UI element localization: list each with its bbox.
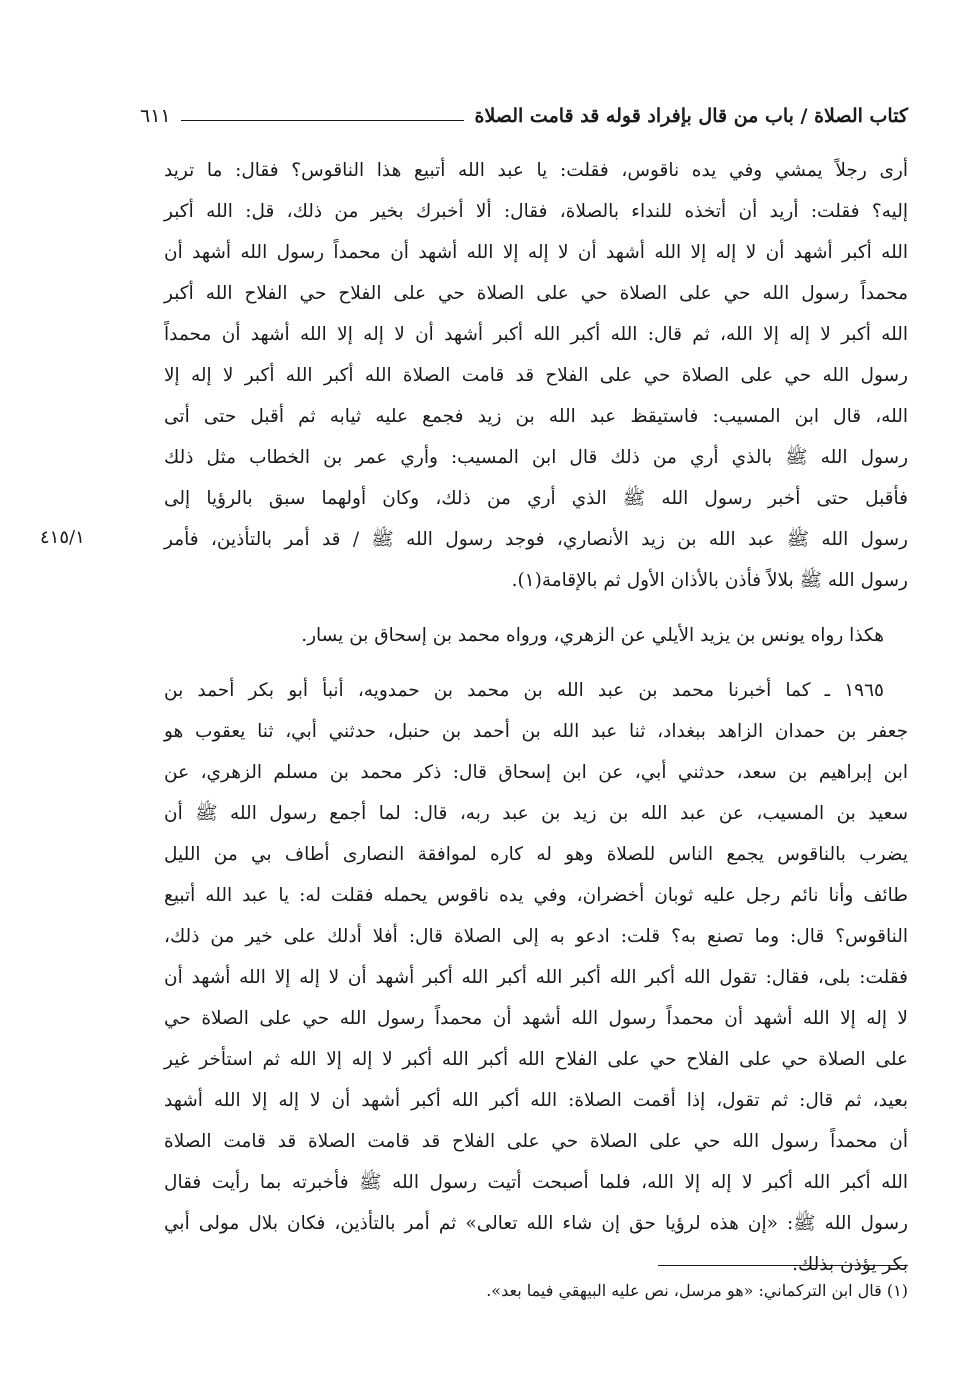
footnote: (١) قال ابن التركماني: «هو مرسل، نص عليه البيهقي فيما بعد». (486, 1281, 908, 1300)
footnote-rule (658, 1265, 908, 1266)
text-line: الله، قال ابن المسيب: فاستيقظ عبد الله بن زيد فجمع عليه ثيابه ثم أقبل حتى أتى (164, 406, 908, 427)
text-line: بعيد، ثم قال: ثم تقول، إذا أقمت الصلاة: الله أكبر الله أكبر أشهد أن لا إله إلا الله أشهد (164, 1090, 908, 1111)
page-number: ٦١١ (140, 105, 171, 127)
text-line: ١٩٦٥ ـ كما أخبرنا محمد بن عبد الله بن محمد بن حمدويه، أنبأ أبو بكر أحمد بن (164, 680, 884, 701)
text-line: سعيد بن المسيب، عن عبد الله بن زيد بن عبد ربه، قال: لما أجمع رسول الله ﷺ أن (164, 803, 908, 824)
text-line: رسول الله حي على الصلاة حي على الفلاح قد قامت الصلاة الله أكبر الله أكبر لا إله إلا (164, 365, 908, 386)
chapter-title: كتاب الصلاة / باب من قال بإفراد قوله قد قامت الصلاة (474, 105, 908, 127)
text-line: هكذا رواه يونس بن يزيد الأيلي عن الزهري، ورواه محمد بن إسحاق بن يسار. (301, 625, 884, 646)
text-line: أن محمداً رسول الله حي على الصلاة حي على الفلاح قد قامت الصلاة قد قامت الصلاة (164, 1131, 908, 1152)
text-line: فقلت: بلى، فقال: تقول الله أكبر الله أكبر الله أكبر الله أكبر أشهد أن لا إله إلا الله أشهد أن (164, 967, 908, 988)
text-line: يضرب بالناقوس يجمع الناس للصلاة وهو له كاره لموافقة النصارى أطاف بي من الليل (164, 844, 908, 865)
text-line: على الصلاة حي على الفلاح حي على الفلاح الله أكبر الله أكبر لا إله إلا الله ثم استأخر غير (164, 1049, 908, 1070)
text-line: إليه؟ فقلت: أريد أن أتخذه للنداء بالصلاة، فقال: ألا أخبرك بخير من ذلك، قل: الله أكبر (164, 201, 908, 222)
paragraph-gap (164, 656, 908, 670)
text-line: الله أكبر أشهد أن لا إله إلا الله أشهد أن لا إله إلا الله أشهد أن محمداً رسول الله أشهد أن (164, 242, 908, 263)
text-line: فأقبل حتى أخبر رسول الله ﷺ الذي أري من ذلك، وكان أولهما سبق بالرؤيا إلى (164, 488, 908, 509)
text-line: رسول الله ﷺ: «إن هذه لرؤيا حق إن شاء الله تعالى» ثم أمر بالتأذين، فكان بلال مولى أبي (164, 1213, 908, 1234)
text-line: بكر يؤذن بذلك. (792, 1254, 908, 1275)
text-line: الناقوس؟ قال: وما تصنع به؟ قلت: ادعو به إلى الصلاة قال: أفلا أدلك على خير من ذلك، (164, 926, 908, 947)
paragraph-2 (164, 615, 908, 656)
text-line: لا إله إلا الله أشهد أن محمداً رسول الله أشهد أن محمداً رسول الله حي على الصلاة حي (164, 1008, 908, 1029)
text-line: ابن إبراهيم بن سعد، حدثني أبي، عن ابن إسحاق قال: ذكر محمد بن مسلم الزهري، عن (164, 762, 908, 783)
text-line: رسول الله ﷺ بلالاً فأذن بالأذان الأول ثم بالإقامة(١). (511, 570, 908, 591)
main-text (164, 150, 908, 1285)
paragraph-3 (164, 670, 908, 1285)
text-line: محمداً رسول الله حي على الصلاة حي على الصلاة حي على الفلاح حي الفلاح الله أكبر (164, 283, 908, 304)
text-line: الله أكبر الله أكبر لا إله إلا الله، فلما أصبحت أتيت رسول الله ﷺ فأخبرته بما رأيت فقال (164, 1172, 908, 1193)
text-line: رسول الله ﷺ بالذي أري من ذلك قال ابن المسيب: وأري عمر بن الخطاب مثل ذلك (164, 447, 908, 468)
text-line: رسول الله ﷺ عبد الله بن زيد الأنصاري، فوجد رسول الله ﷺ / قد أمر بالتأذين، فأمر (164, 529, 908, 550)
paragraph-1 (164, 150, 908, 601)
margin-reference: ٤١٥/١ (40, 527, 85, 548)
paragraph-gap (164, 601, 908, 615)
text-line: جعفر بن حمدان الزاهد ببغداد، ثنا عبد الله بن أحمد بن حنبل، حدثني أبي، ثنا يعقوب هو (164, 721, 908, 742)
text-line: طائف وأنا نائم رجل عليه ثوبان أخضران، وفي يده ناقوس يحمله فقلت له: يا عبد الله أتبيع (164, 885, 908, 906)
header-rule (181, 120, 465, 121)
text-line: أرى رجلاً يمشي وفي يده ناقوس، فقلت: يا عبد الله أتبيع هذا الناقوس؟ فقال: ما تريد (164, 160, 908, 181)
page-header (140, 96, 908, 136)
text-line: الله أكبر لا إله إلا الله، ثم قال: الله أكبر الله أكبر أشهد أن لا إله إلا الله أشهد أن محمداً (164, 324, 908, 345)
